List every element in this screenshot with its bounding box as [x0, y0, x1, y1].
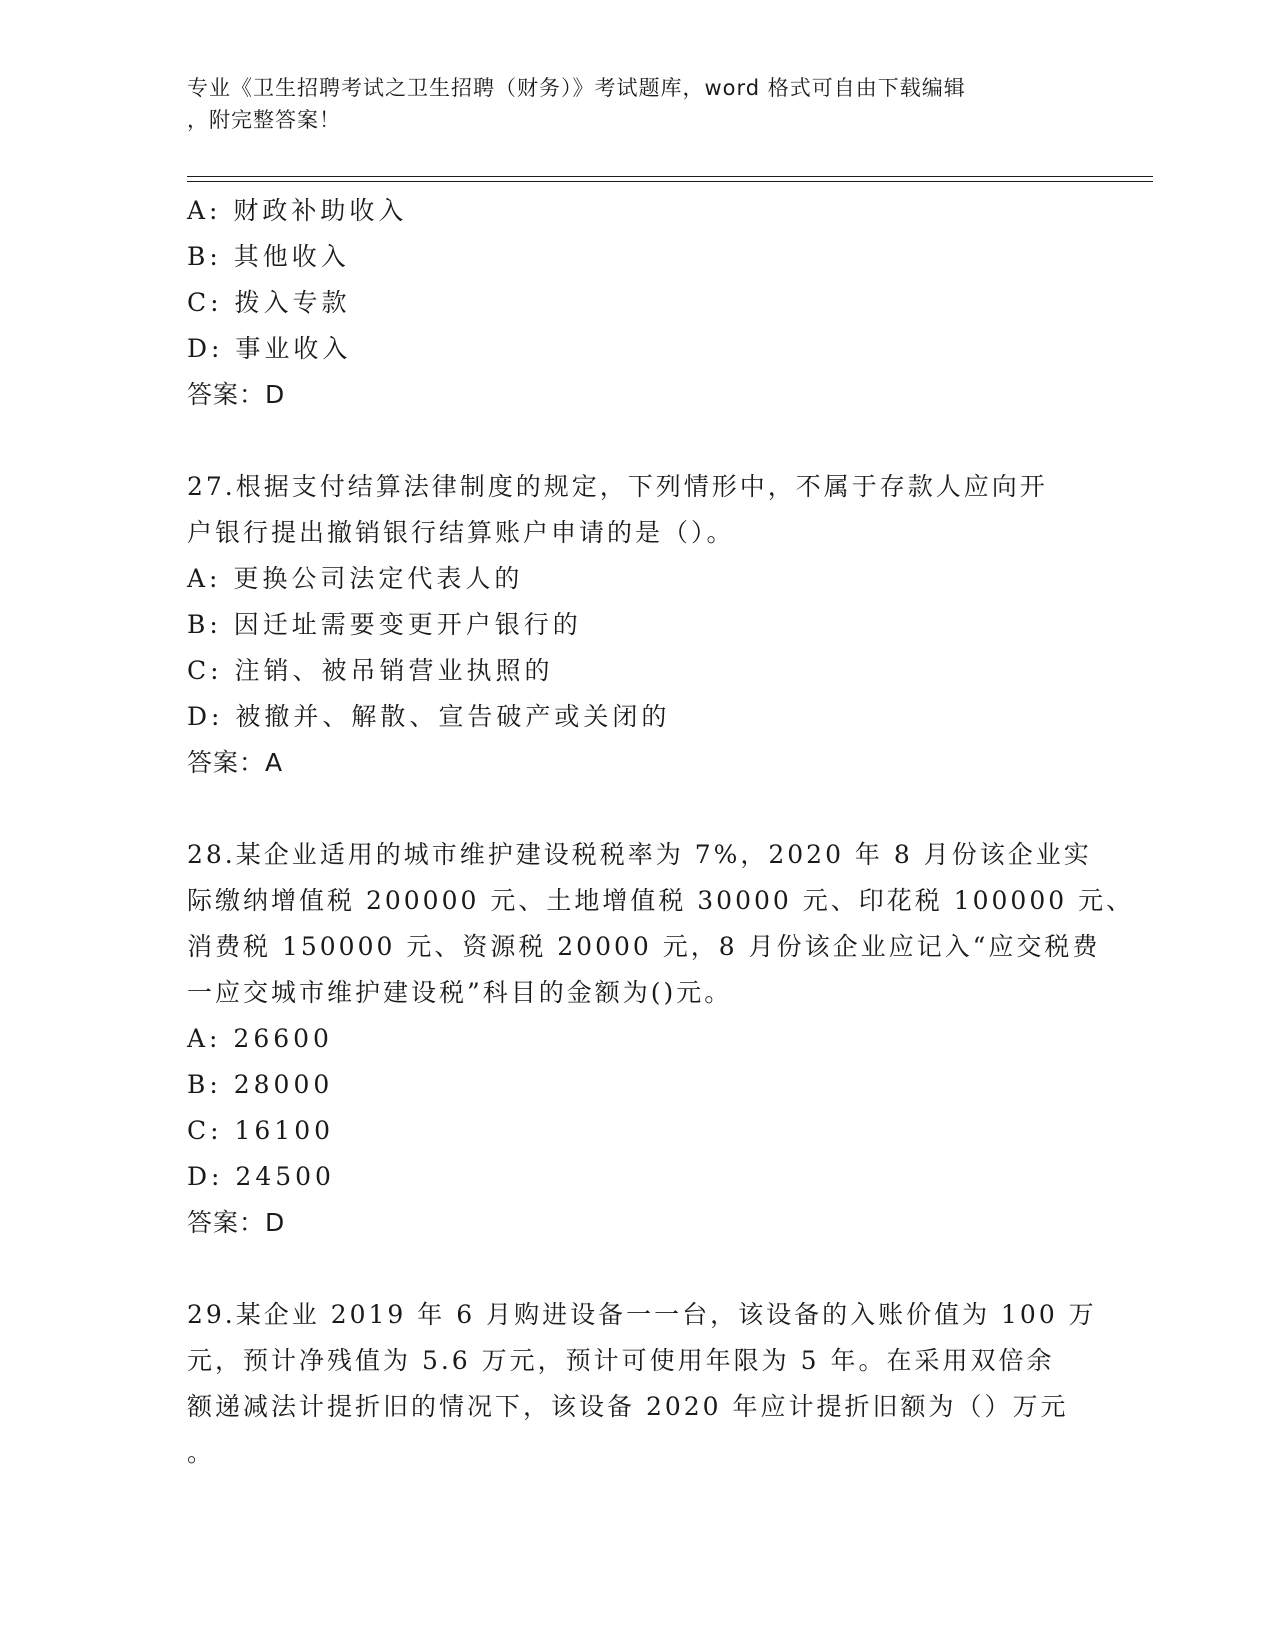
question-stem-line: 额递减法计提折旧的情况下，该设备 2020 年应计提折旧额为（）万元: [187, 1392, 1069, 1421]
document-header: [187, 72, 1067, 136]
option-b: B: 因迁址需要变更开户银行的: [187, 610, 582, 639]
option-c: C: 拨入专款: [187, 288, 351, 317]
question-stem-line: 一应交城市维护建设税”科目的金额为()元。: [187, 978, 733, 1007]
spacer: [187, 1246, 1067, 1292]
question-stem-line: 29.某企业 2019 年 6 月购进设备一一台，该设备的入账价值为 100 万: [187, 1300, 1097, 1329]
answer: 答案：A: [187, 748, 284, 777]
option-d: D: 24500: [187, 1162, 335, 1191]
question-stem-line: 元，预计净残值为 5.6 万元，预计可使用年限为 5 年。在采用双倍余: [187, 1346, 1055, 1375]
header-line-1: 专业《卫生招聘考试之卫生招聘（财务）》考试题库，word 格式可自由下载编辑: [187, 76, 966, 100]
option-d: D: 被撤并、解散、宣告破产或关闭的: [187, 702, 671, 731]
header-divider-top: [187, 176, 1153, 177]
question-content: [187, 188, 1135, 1476]
option-a: A: 更换公司法定代表人的: [187, 564, 524, 593]
question-stem-line: 28.某企业适用的城市维护建设税税率为 7%，2020 年 8 月份该企业实: [187, 840, 1092, 869]
question-stem-line: 。: [187, 1438, 216, 1467]
question-stem-line: 户银行提出撤销银行结算账户申请的是（）。: [187, 518, 735, 547]
spacer: [187, 418, 1067, 464]
question-stem-line: 际缴纳增值税 200000 元、土地增值税 30000 元、印花税 100000 元、: [187, 886, 1135, 915]
option-b: B: 28000: [187, 1070, 334, 1099]
option-b: B: 其他收入: [187, 242, 350, 271]
answer: 答案：D: [187, 1208, 286, 1237]
answer: 答案：D: [187, 380, 286, 409]
question-stem-line: 27.根据支付结算法律制度的规定，下列情形中，不属于存款人应向开: [187, 472, 1048, 501]
option-a: A: 26600: [187, 1024, 333, 1053]
spacer: [187, 786, 1067, 832]
header-divider-bottom: [187, 181, 1153, 182]
question-stem-line: 消费税 150000 元、资源税 20000 元，8 月份该企业应记入“应交税费: [187, 932, 1101, 961]
option-c: C: 注销、被吊销营业执照的: [187, 656, 554, 685]
option-d: D: 事业收入: [187, 334, 352, 363]
question-29: [187, 1292, 1097, 1476]
option-c: C: 16100: [187, 1116, 335, 1145]
header-line-2: ，附完整答案！: [187, 108, 341, 132]
option-a: A: 财政补助收入: [187, 196, 408, 225]
question-28: [187, 832, 1135, 1246]
question-27: [187, 464, 1067, 786]
question-26: [187, 188, 1067, 418]
